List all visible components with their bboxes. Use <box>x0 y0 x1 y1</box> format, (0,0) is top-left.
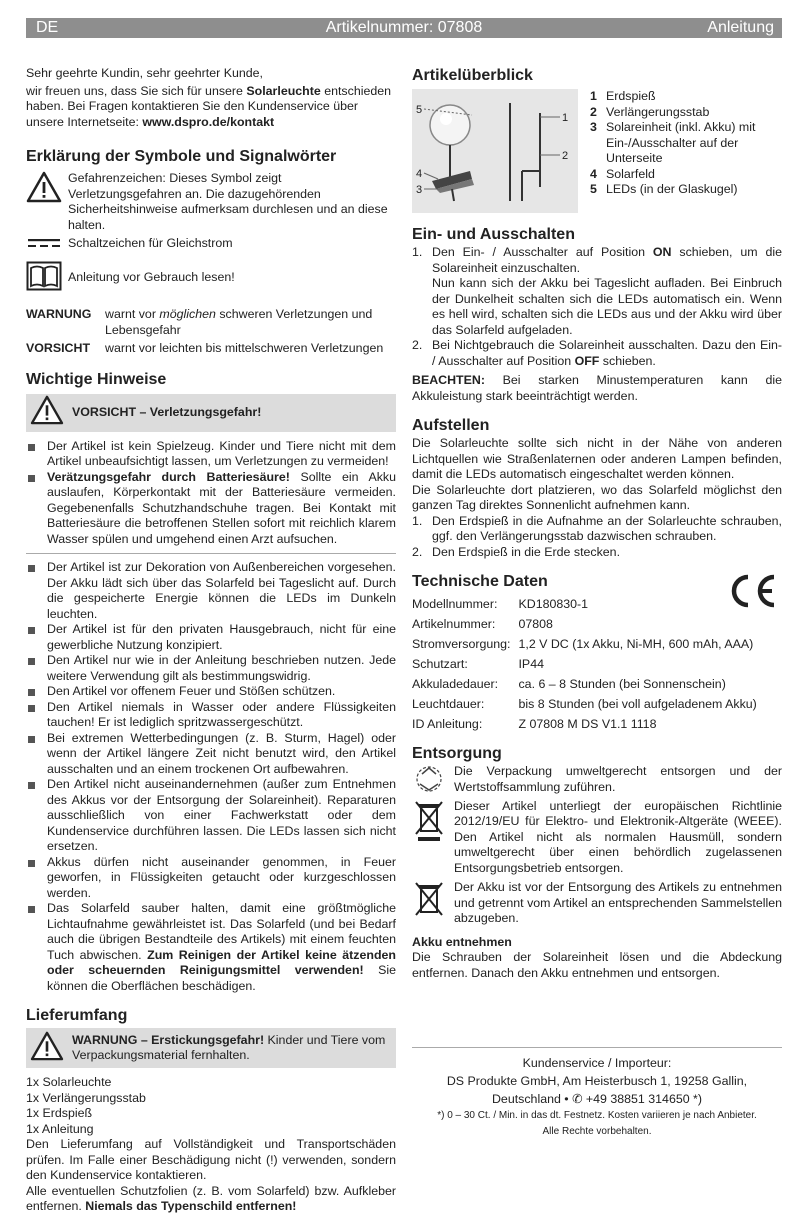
list-item: 1. Den Erdspieß in die Aufnahme an der Solarleuchte schrauben, ggf. den Verlängerungsstab dazwischen schrauben. <box>412 513 782 543</box>
crossed-bin-icon <box>412 799 454 848</box>
akku-text: Die Schrauben der Solareinheit lösen und die Abdeckung entfernen. Danach den Akku entnehmen und entsorgen. <box>412 950 782 980</box>
importer-footer <box>412 1047 782 1140</box>
direct-current-icon <box>26 236 68 255</box>
table-row: ID Anleitung: Z 07808 M DS V1.1 1118 <box>412 717 657 731</box>
ce-mark-icon <box>728 572 778 615</box>
right-column <box>412 66 782 981</box>
hints-list-primary <box>26 439 396 548</box>
intro-text: wir freuen uns, dass Sie sich für unsere Solarleuchte entschieden haben. Bei Fragen kontaktieren Sie den Kundenservice über unsere Internetseite: www.dspro.de/kontakt <box>26 83 392 129</box>
divider <box>26 553 396 554</box>
hints-list-secondary <box>26 560 396 994</box>
list-item: 1. Den Ein- / Ausschalter auf Position ON schieben, um die Solareinheit einzuschalten. Nun kann sich der Akku bei Tageslicht aufladen. Bei Einbruch der Dunkelheit schalten sich die LEDs automatisch ein. Wenn es hell wird, schalten sich die LEDs aus und der Akku wird über das Solarfeld aufgeladen. <box>412 245 782 337</box>
list-item: 3 Solareinheit (inkl. Akku) mit Ein-/Ausschalter auf der Unterseite <box>590 120 756 165</box>
list-item: Das Solarfeld sauber halten, damit eine größtmögliche Lichtaufnahme gewährleistet ist. Das Solarfeld (und bei Bedarf auch die übrigen Bestandteile des Artikels) mit einem feuchten Tuch abwischen. Zum Reinigen der Artikel keine ätzenden oder scheuernden Reinigungsmittel verwenden! Sie können die Oberflächen beschädigen. <box>26 901 396 994</box>
warnung-definition: warnt vor möglichen schweren Verletzungen und Lebensgefahr <box>105 307 373 337</box>
battery-disposal-row <box>412 880 782 927</box>
list-item: Den Artikel nur wie in der Anleitung beschrieben nutzen. Jede weitere Verwendung gilt als bestimmungswidrig. <box>26 653 396 684</box>
callout-3: 3 <box>416 184 423 196</box>
product-overview <box>412 89 782 213</box>
language-code: DE <box>36 19 59 36</box>
table-row: Modellnummer: KD180830-1 <box>412 597 589 611</box>
list-item: 1 Erdspieß <box>590 89 656 103</box>
battery-disposal-text: Der Akku ist vor der Entsorgung des Artikels zu entnehmen und getrennt vom Artikel an entsprechenden Sammelstellen abzugeben. <box>454 880 782 925</box>
list-item: Den Artikel niemals in Wasser oder andere Flüssigkeiten tauchen! Er ist lediglich spritzwassergeschützt. <box>26 700 396 731</box>
footer-line: Alle Rechte vorbehalten. <box>542 1126 652 1137</box>
callout-1: 1 <box>562 112 569 124</box>
footer-line: DS Produkte GmbH, Am Heisterbusch 1, 19258 Gallin, <box>446 1074 748 1088</box>
footer-line: *) 0 – 30 Ct. / Min. in das dt. Festnetz. Kosten variieren je nach Anbieter. <box>437 1110 757 1121</box>
list-item: 1x Anleitung <box>26 1121 94 1136</box>
disposal-heading: Entsorgung <box>412 745 502 762</box>
list-item: Der Artikel ist kein Spielzeug. Kinder und Tiere nicht mit dem Artikel unbeaufsichtigt lassen, um Verletzungen zu vermeiden! <box>26 439 396 470</box>
vorsicht-definition: warnt vor leichten bis mittelschweren Verletzungen <box>105 341 384 355</box>
product-illustration <box>412 89 578 213</box>
callout-5: 5 <box>416 104 423 116</box>
scope-list <box>26 1075 396 1137</box>
suffocation-warning-box <box>26 1028 396 1068</box>
suffocation-warning-text: WARNUNG – Erstickungsgefahr! Kinder und Tiere vom Verpackungsmaterial fernhalten. <box>72 1032 386 1062</box>
list-item: 1x Solarleuchte <box>26 1075 112 1089</box>
setup-steps <box>412 514 782 561</box>
danger-symbol-row <box>26 171 396 233</box>
tech-heading: Technische Daten <box>412 573 548 590</box>
signal-word-warnung <box>26 307 396 338</box>
setup-paragraph-2: Die Solarleuchte dort platzieren, wo das Solarfeld möglichst den ganzen Tag direktes Sonnenlicht aufnehmen kann. <box>412 482 782 512</box>
list-item: 2. Bei Nichtgebrauch die Solareinheit ausschalten. Dazu den Ein- / Ausschalter auf Position OFF schieben. <box>412 338 782 368</box>
recycling-icon <box>412 764 454 799</box>
scope-check-text: Den Lieferumfang auf Vollständigkeit und Transportschäden prüfen. Im Falle einer Beschädigung nicht (!) verwenden, sondern den Kundenservice kontaktieren. <box>26 1137 396 1182</box>
setup-paragraph-1: Die Solarleuchte sollte sich nicht in der Nähe von anderen Lichtquellen wie Straßenlaternen oder anderen Lampen befinden, damit die LEDs automatisch eingeschaltet werden können. <box>412 436 782 481</box>
left-column <box>26 66 396 1215</box>
akku-heading: Akku entnehmen <box>412 934 512 949</box>
warning-triangle-icon <box>30 1031 72 1066</box>
list-item: Der Artikel ist zur Dekoration von Außenbereichen vorgesehen. Der Akku lädt sich über das Solarfeld bei Tageslicht auf. Durch die gespeicherte Energie können die LEDs im Dunkeln leuchten. <box>26 560 396 622</box>
symbols-heading: Erklärung der Symbole und Signalwörter <box>26 148 337 165</box>
intro-greeting: Sehr geehrte Kundin, sehr geehrter Kunde, <box>26 66 263 80</box>
table-row: Leuchtdauer: bis 8 Stunden (bei voll aufgeladenem Akku) <box>412 697 757 711</box>
callout-2: 2 <box>562 150 569 162</box>
list-item: Akkus dürfen nicht auseinander genommen, in Feuer geworfen, in Flüssigkeiten getaucht oder kurzgeschlossen werden. <box>26 855 396 902</box>
onoff-steps <box>412 245 782 369</box>
product-name: Solarleuchte <box>246 83 321 98</box>
callout-4: 4 <box>416 168 423 180</box>
table-row: Stromversorgung: 1,2 V DC (1x Akku, Ni-MH, 600 mAh, AAA) <box>412 637 754 651</box>
overview-heading: Artikelüberblick <box>412 67 533 84</box>
list-item: 5 LEDs (in der Glaskugel) <box>590 182 738 196</box>
list-item: 4 Solarfeld <box>590 166 655 181</box>
list-item: Verätzungsgefahr durch Batteriesäure! Sollte ein Akku auslaufen, Körperkontakt mit der Batteriesäure vermeiden. Gegebenenfalls Schutzhandschuhe tragen. Bei Kontakt mit Batteriesäure die betroffenen Stellen sofort mit reichlich klarem Wasser spülen und umgehend einen Arzt aufsuchen. <box>26 470 396 548</box>
table-row: Akkuladedauer: ca. 6 – 8 Stunden (bei Sonnenschein) <box>412 677 726 691</box>
footer-line: Kundenservice / Importeur: <box>522 1056 672 1070</box>
weee-disposal-text: Dieser Artikel unterliegt der europäischen Richtlinie 2012/19/EU für Elektro- und Elektronik-Altgeräte (WEEE). Den Artikel nicht als normalen Hausmüll, sondern umweltgerecht über einen behördlich zugelassenen Entsorgungsbetrieb entsorgen. <box>454 798 782 875</box>
weee-disposal-row <box>412 799 782 877</box>
warning-triangle-icon <box>30 395 72 430</box>
caution-label: VORSICHT – Verletzungsgefahr! <box>72 404 262 419</box>
dc-symbol-text: Schaltzeichen für Gleichstrom <box>68 236 233 250</box>
crossed-bin-icon <box>412 880 454 925</box>
list-item: 1x Erdspieß <box>26 1106 93 1120</box>
header-bar <box>26 18 782 38</box>
caution-box <box>26 394 396 432</box>
read-manual-icon <box>26 261 68 296</box>
manual-symbol-text: Anleitung vor Gebrauch lesen! <box>68 270 235 284</box>
list-item: Den Artikel nicht auseinandernehmen (außer zum Entnehmen des Akkus vor der Entsorgung der Solareinheit). Reparaturen ausschließlich von einer Fachwerkstatt oder dem Kundenservice durchführen lassen. Die LEDs lassen sich nicht ersetzen. <box>26 777 396 855</box>
signal-word-vorsicht <box>26 341 396 357</box>
manual-symbol-row <box>26 261 396 296</box>
list-item: 2 Verlängerungsstab <box>590 104 710 119</box>
article-number: Artikelnummer: 07808 <box>325 19 483 36</box>
packaging-disposal-row <box>412 764 782 799</box>
scope-heading: Lieferumfang <box>26 1007 128 1024</box>
vorsicht-term: VORSICHT <box>26 341 91 355</box>
tech-section <box>412 572 782 734</box>
dc-symbol-row <box>26 236 396 255</box>
table-row: Artikelnummer: 07808 <box>412 617 553 631</box>
packaging-disposal-text: Die Verpackung umweltgerecht entsorgen und der Wertstoffsammlung zuführen. <box>454 764 782 794</box>
list-item: Den Artikel vor offenem Feuer und Stößen schützen. <box>26 684 396 700</box>
onoff-note: BEACHTEN: Bei starken Minustemperaturen kann die Akkuleistung stark beeinträchtigt werden. <box>412 373 782 403</box>
list-item: 2. Den Erdspieß in die Erde stecken. <box>412 544 621 559</box>
footer-line: Deutschland • ✆ +49 38851 314650 *) <box>491 1092 703 1106</box>
document-type: Anleitung <box>707 19 774 36</box>
list-item: Der Artikel ist für den privaten Hausgebrauch, nicht für eine gewerbliche Nutzung konzipiert. <box>26 622 396 653</box>
tech-table <box>408 594 761 734</box>
warning-triangle-icon <box>26 171 68 208</box>
contact-url[interactable]: www.dspro.de/kontakt <box>142 114 275 129</box>
list-item: 1x Verlängerungsstab <box>26 1090 146 1105</box>
onoff-heading: Ein- und Ausschalten <box>412 226 575 243</box>
list-item: Bei extremen Wetterbedingungen (z. B. Sturm, Hagel) oder wenn der Artikel längere Zeit nicht benutzt wird, den Artikel ausschalten und an einem trockenen Ort aufbewahren. <box>26 731 396 778</box>
hints-heading: Wichtige Hinweise <box>26 370 167 388</box>
table-row: Schutzart: IP44 <box>412 657 544 671</box>
danger-symbol-text: Gefahrenzeichen: Dieses Symbol zeigt Verletzungsgefahren an. Die dazugehörenden Sicherheitshinweise aufmerksam durchlesen und an diese halten. <box>68 171 388 232</box>
scope-foil-text: Alle eventuellen Schutzfolien (z. B. vom Solarfeld) bzw. Aufkleber entfernen. Niemals das Typenschild entfernen! <box>26 1183 396 1213</box>
parts-list <box>590 89 782 213</box>
setup-heading: Aufstellen <box>412 417 490 434</box>
warnung-term: WARNUNG <box>26 307 92 321</box>
